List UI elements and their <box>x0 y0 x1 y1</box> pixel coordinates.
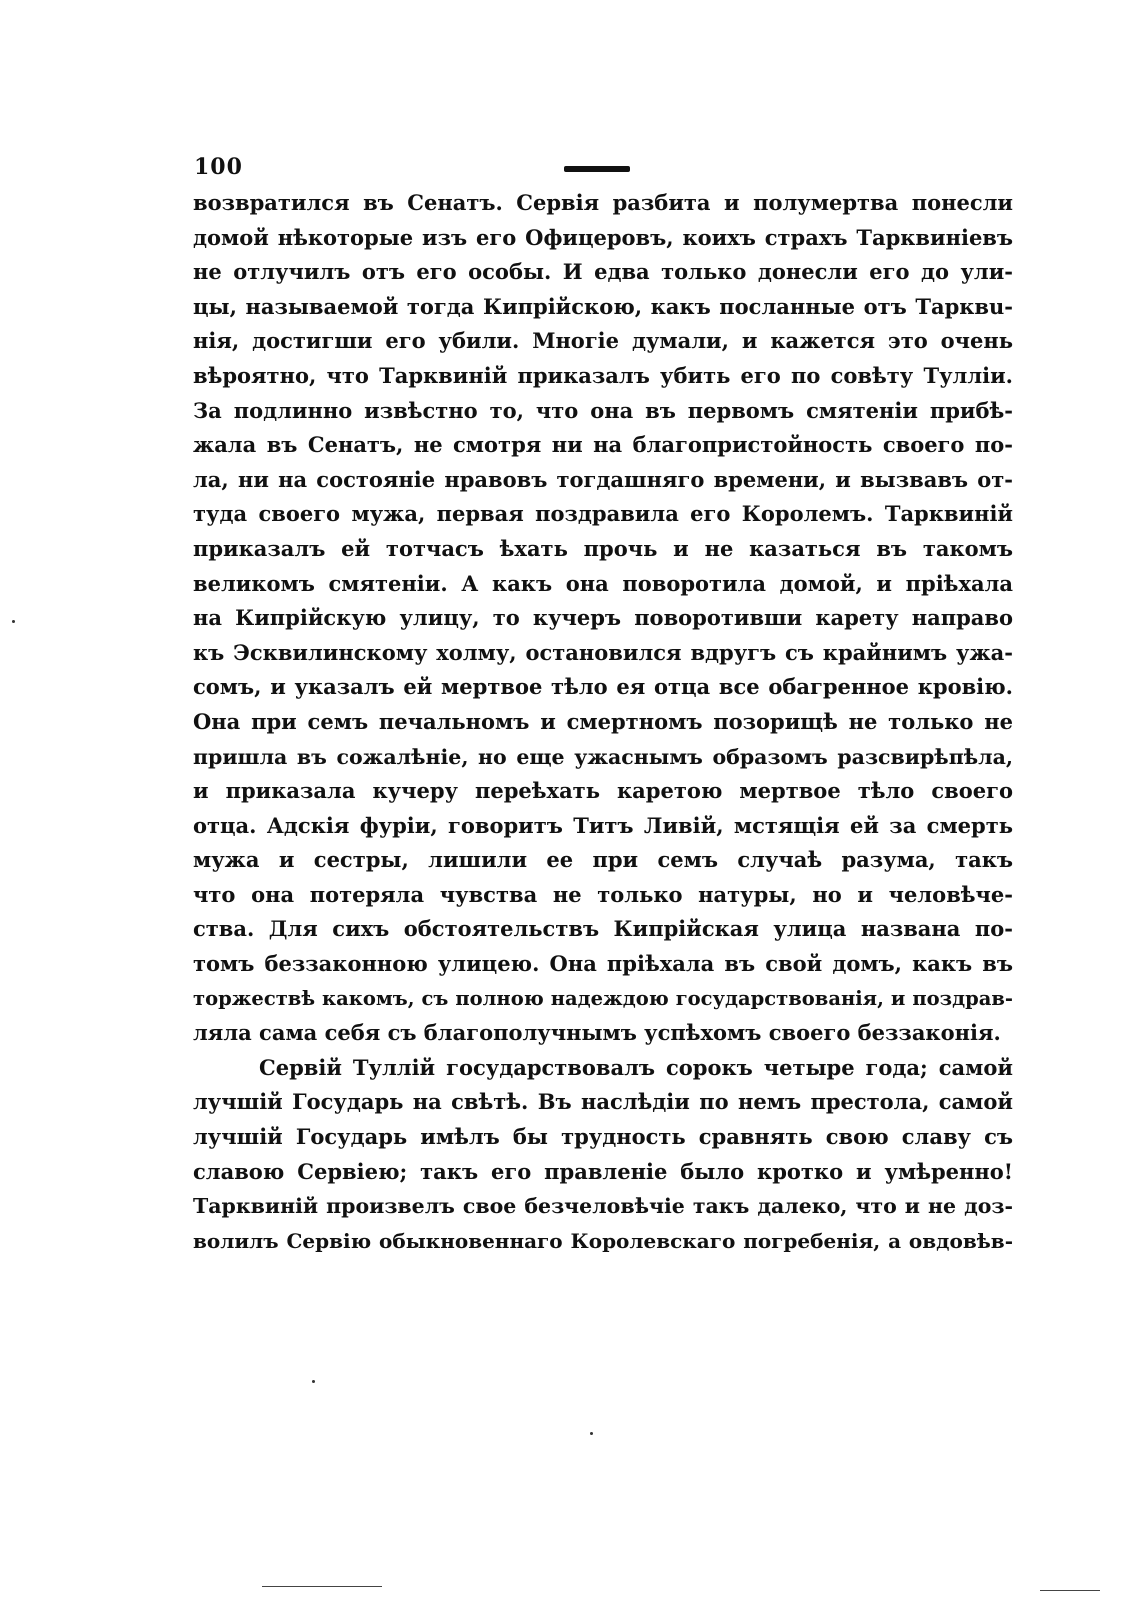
text-line: томъ беззаконною улицею. Она пріѣхала въ свой домъ, какъ въ <box>193 951 1013 977</box>
text-line: нія, достигши его убили. Многіе думали, и кажется это очень <box>193 328 1013 354</box>
text-line-paragraph-start: Сервій Туллій государствовалъ сорокъ четыре года; самой <box>259 1054 1013 1080</box>
text-line: домой нѣкоторые изъ его Офицеровъ, коихъ страхъ Тарквиніевъ <box>193 224 1013 250</box>
text-line: не отлучилъ отъ его особы. И едва только донесли его до ули- <box>193 259 1013 285</box>
text-line: Тарквиній произвелъ свое безчеловѣчіе такъ далеко, что и не доз- <box>193 1194 1013 1219</box>
text-line: отца. Адскія фуріи, говоритъ Титъ Ливій, мстящія ей за смерть <box>193 812 1013 838</box>
scan-edge-line <box>1040 1590 1100 1591</box>
page-number: 100 <box>194 154 243 180</box>
text-line: мужа и сестры, лишили ее при семъ случаѣ разума, такъ <box>193 847 1013 873</box>
scan-speck <box>590 1432 593 1435</box>
text-line: славою Сервіею; такъ его правленіе было кротко и умѣренно! <box>193 1158 1013 1184</box>
text-line: къ Эсквилинскому холму, остановился вдругъ съ крайнимъ ужа- <box>193 639 1013 665</box>
scan-speck <box>312 1380 315 1383</box>
text-line: и приказала кучеру переѣхать каретою мертвое тѣло своего <box>193 778 1013 804</box>
header-ornament-rule <box>564 166 630 172</box>
text-line: лучшій Государь на свѣтѣ. Въ наслѣдіи по немъ престола, самой <box>193 1089 1013 1115</box>
text-line: что она потеряла чувства не только натуры, но и человѣче- <box>193 881 1013 907</box>
text-line: жала въ Сенатъ, не смотря ни на благопристойность своего по- <box>193 432 1013 458</box>
text-line: ляла сама себя съ благополучнымъ успѣхомъ своего беззаконія. <box>193 1020 1001 1046</box>
text-line: ства. Для сихъ обстоятельствъ Кипрійская улица названа по- <box>193 916 1013 942</box>
text-line: на Кипрійскую улицу, то кучеръ поворотивши карету направо <box>193 605 1013 631</box>
scan-speck <box>12 620 15 623</box>
text-line: ла, ни на состояніе нравовъ тогдашняго времени, и вызвавъ от- <box>193 466 1013 492</box>
text-line: Она при семъ печальномъ и смертномъ позорищѣ не только не <box>193 708 1013 734</box>
text-line: лучшій Государь имѣлъ бы трудность сравнять свою славу съ <box>193 1124 1013 1150</box>
text-line: сомъ, и указалъ ей мертвое тѣло ея отца все обагренное кровію. <box>193 674 1013 700</box>
text-line: пришла въ сожалѣніе, но еще ужаснымъ образомъ разсвирѣпѣла, <box>193 744 1013 769</box>
text-line: волилъ Сервію обыкновеннаго Королевскаго погребенія, а овдовѣв- <box>193 1228 1013 1253</box>
text-line: цы, называемой тогда Кипрійскою, какъ посланные отъ Тарквu- <box>193 293 1013 319</box>
text-line: великомъ смятеніи. А какъ она поворотила домой, и пріѣхала <box>193 570 1013 596</box>
text-line: вѣроятно, что Тарквиній приказалъ убить его по совѣту Тулліи. <box>193 362 1013 388</box>
text-line: За подлинно извѣстно то, что она въ первомъ смятеніи прибѣ- <box>193 397 1013 423</box>
text-line: приказалъ ей тотчасъ ѣхать прочь и не казаться въ такомъ <box>193 535 1013 561</box>
text-line: туда своего мужа, первая поздравила его Королемъ. Тарквиній <box>193 501 1013 527</box>
body-text <box>193 186 1013 1258</box>
text-line: торжествѣ какомъ, съ полною надеждою государствованія, и поздрав- <box>193 986 1013 1010</box>
scan-edge-line <box>262 1586 382 1587</box>
text-line: возвратился въ Сенатъ. Сервія разбита и полумертва понесли <box>193 190 1013 215</box>
